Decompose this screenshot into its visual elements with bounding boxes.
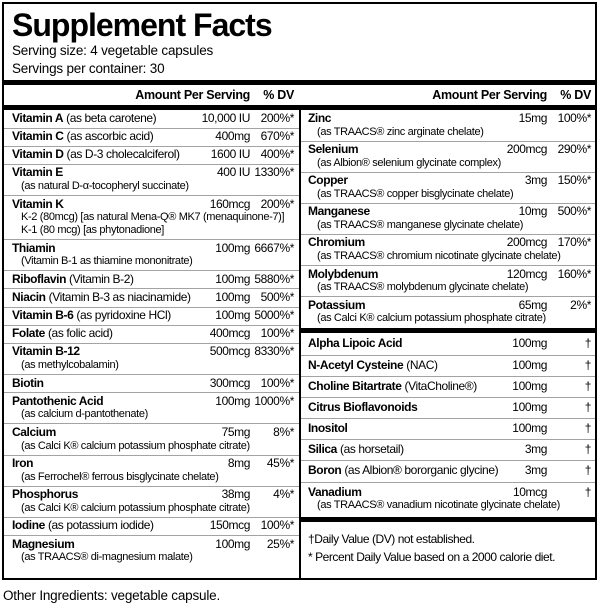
percent-dv-header: % DV xyxy=(263,88,294,103)
nutrient-source: (as Calci K® calcium potassium phosphate citrate) xyxy=(21,439,250,452)
nutrient-name: Biotin xyxy=(12,375,44,390)
nutrient-descriptor: (as folic acid) xyxy=(47,326,113,341)
nutrient-main-line xyxy=(308,443,591,457)
nutrient-main-line xyxy=(308,143,591,157)
nutrient-source: (as Ferrochel® ferrous bisglycinate chelate) xyxy=(21,470,219,483)
nutrient-amount: 100mg xyxy=(512,421,547,436)
nutrient-main-line xyxy=(12,166,294,180)
nutrient-name: Chromium xyxy=(308,235,365,250)
nutrient-main-line xyxy=(12,327,294,341)
nutrient-dv: 5000%* xyxy=(254,308,294,323)
left-nutrient-column xyxy=(4,110,299,578)
nutrient-row xyxy=(4,288,299,306)
nutrient-main-line xyxy=(12,148,294,162)
nutrient-name: Calcium xyxy=(12,424,56,439)
nutrient-row xyxy=(4,128,299,146)
nutrient-dv: 200%* xyxy=(260,110,294,125)
nutrient-dv: 200%* xyxy=(260,196,294,211)
nutrient-dv: 670%* xyxy=(260,129,294,144)
nutrient-main-line xyxy=(308,401,591,415)
nutrient-main-line xyxy=(12,488,294,502)
nutrient-main-line xyxy=(308,174,591,188)
nutrient-amount: 150mcg xyxy=(209,518,250,533)
nutrient-name: Niacin xyxy=(12,289,46,304)
nutrient-name: Vitamin K xyxy=(12,196,64,211)
nutrient-row xyxy=(301,234,595,265)
nutrient-dv: 100%* xyxy=(260,375,294,390)
nutrient-dv: 100%* xyxy=(260,326,294,341)
nutrient-dv: 150%* xyxy=(557,173,591,188)
nutrient-dv: 500%* xyxy=(557,204,591,219)
nutrient-amount: 300mcg xyxy=(209,375,250,390)
right-column-header xyxy=(301,88,595,102)
nutrient-dv: 5880%* xyxy=(254,271,294,286)
nutrient-amount: 8mg xyxy=(227,456,250,471)
nutrient-dv: † xyxy=(584,421,591,436)
nutrient-amount: 200mcg xyxy=(506,235,547,250)
nutrient-name: Riboflavin xyxy=(12,271,67,286)
nutrient-amount: 3mg xyxy=(524,463,547,478)
nutrient-amount: 38mg xyxy=(221,487,250,502)
nutrient-descriptor: (as horsetail) xyxy=(339,442,404,457)
nutrient-amount: 100mg xyxy=(215,289,250,304)
nutrient-name: Vitamin E xyxy=(12,165,63,180)
nutrient-descriptor: (VitaCholine®) xyxy=(404,378,477,393)
nutrient-amount: 100mg xyxy=(215,393,250,408)
thick-rule-footnotes xyxy=(301,517,595,522)
nutrient-dv: † xyxy=(584,378,591,393)
left-column-header xyxy=(4,88,299,102)
nutrient-row xyxy=(301,334,595,354)
nutrient-main-line xyxy=(12,426,294,440)
nutrient-descriptor: (as ascorbic acid) xyxy=(66,129,154,144)
nutrient-main-line xyxy=(12,130,294,144)
nutrient-name: Silica xyxy=(308,442,337,457)
nutrient-dv: † xyxy=(584,442,591,457)
nutrient-dv: 2%* xyxy=(570,297,591,312)
percent-dv-header: % DV xyxy=(560,88,591,103)
nutrient-row xyxy=(4,455,299,486)
panel-header xyxy=(4,4,595,80)
nutrient-main-line xyxy=(12,198,294,212)
nutrient-row xyxy=(301,460,595,481)
serving-size-line: Serving size: 4 vegetable capsules xyxy=(12,43,214,58)
nutrient-name: Boron xyxy=(308,463,342,478)
nutrient-name: Vitamin B-6 xyxy=(12,308,74,323)
servings-per-container-line: Servings per container: 30 xyxy=(12,61,165,77)
column-headers-row xyxy=(4,85,595,105)
nutrient-amount: 100mg xyxy=(512,357,547,372)
nutrient-row xyxy=(301,482,595,516)
nutrient-main-line xyxy=(308,486,591,500)
nutrient-dv: 160%* xyxy=(557,266,591,281)
nutrient-source: K-2 (80mcg) [as natural Mena-Q® MK7 (menaquinone-7)] xyxy=(21,211,285,224)
nutrient-main-line xyxy=(12,242,294,256)
nutrient-dv: 4%* xyxy=(273,487,294,502)
nutrient-row xyxy=(4,486,299,517)
nutrient-main-line xyxy=(12,273,294,287)
nutrient-name: Copper xyxy=(308,173,348,188)
nutrient-dv: 400%* xyxy=(260,147,294,162)
nutrient-main-line xyxy=(12,377,294,391)
right-nutrient-column xyxy=(301,110,595,578)
nutrient-main-line xyxy=(308,359,591,373)
nutrient-source: (as TRAACS® copper bisglycinate chelate) xyxy=(317,187,514,200)
nutrient-dv: † xyxy=(584,399,591,414)
thick-rule-section-break xyxy=(301,328,595,333)
nutrient-descriptor: (Vitamin B-2) xyxy=(69,271,134,286)
nutrient-main-line xyxy=(308,299,591,313)
nutrient-name: Alpha Lipoic Acid xyxy=(308,336,403,351)
nutrient-amount: 100mg xyxy=(215,308,250,323)
nutrient-name: Vanadium xyxy=(308,484,362,499)
nutrient-main-line xyxy=(12,309,294,323)
nutrient-source: (as TRAACS® manganese glycinate chelate) xyxy=(317,218,524,231)
nutrient-source: (as TRAACS® molybdenum glycinate chelate) xyxy=(317,281,529,294)
nutrient-dv: 6667%* xyxy=(254,240,294,255)
nutrient-row xyxy=(4,325,299,343)
nutrient-row xyxy=(301,296,595,327)
nutrient-source: (as TRAACS® chromium nicotinate glycinate chelate) xyxy=(317,250,561,263)
nutrient-main-line xyxy=(308,268,591,282)
nutrient-source: (as calcium d-pantothenate) xyxy=(21,408,148,421)
nutrient-row xyxy=(301,439,595,460)
nutrient-amount: 3mg xyxy=(524,173,547,188)
nutrient-row xyxy=(4,307,299,325)
nutrient-row xyxy=(4,270,299,288)
nutrient-name: Iron xyxy=(12,456,34,471)
nutrient-main-line xyxy=(12,112,294,126)
nutrient-amount: 120mcg xyxy=(506,266,547,281)
nutrient-name: Vitamin B-12 xyxy=(12,344,80,359)
nutrient-main-line xyxy=(308,205,591,219)
nutrient-name: Vitamin C xyxy=(12,129,64,144)
nutrient-name: Choline Bitartrate xyxy=(308,378,402,393)
nutrient-columns xyxy=(4,110,595,578)
footnotes xyxy=(301,523,595,567)
nutrient-row xyxy=(4,535,299,566)
nutrient-row xyxy=(301,376,595,397)
supplement-facts-panel xyxy=(2,2,597,580)
nutrient-amount: 400mcg xyxy=(209,326,250,341)
nutrient-source: (as Calci K® calcium potassium phosphate citrate) xyxy=(317,312,546,325)
nutrient-name: Magnesium xyxy=(12,536,75,551)
nutrient-source: (as Calci K® calcium potassium phosphate citrate) xyxy=(21,501,250,514)
nutrient-row xyxy=(4,195,299,239)
nutrient-row xyxy=(4,164,299,195)
nutrient-main-line xyxy=(308,380,591,394)
nutrient-dv: 170%* xyxy=(557,235,591,250)
nutrient-descriptor: (as potassium iodide) xyxy=(47,518,154,533)
nutrient-source: (as TRAACS® di-magnesium malate) xyxy=(21,551,193,564)
nutrient-amount: 200mcg xyxy=(506,142,547,157)
nutrient-main-line xyxy=(308,236,591,250)
nutrient-dv: † xyxy=(584,463,591,478)
nutrient-main-line xyxy=(308,112,591,126)
nutrient-dv: 25%* xyxy=(266,536,294,551)
nutrient-descriptor: (NAC) xyxy=(406,357,438,372)
nutrient-amount: 15mg xyxy=(518,110,547,125)
nutrient-row xyxy=(4,392,299,423)
nutrient-amount: 400 IU xyxy=(217,165,250,180)
nutrient-main-line xyxy=(12,395,294,409)
other-ingredients-line: Other Ingredients: vegetable capsule. xyxy=(3,588,220,603)
nutrient-dv: † xyxy=(584,336,591,351)
nutrient-descriptor: (as Albion® bororganic glycine) xyxy=(344,463,499,478)
nutrient-row xyxy=(301,203,595,234)
nutrient-name: Potassium xyxy=(308,297,366,312)
nutrient-name: Thiamin xyxy=(12,240,56,255)
nutrient-amount: 1600 IU xyxy=(210,147,250,162)
footnote-asterisk: * Percent Daily Value based on a 2000 calorie diet. xyxy=(308,550,555,565)
nutrient-source: (Vitamin B-1 as thiamine mononitrate) xyxy=(21,255,193,268)
nutrient-row xyxy=(4,517,299,535)
nutrient-descriptor: (as beta carotene) xyxy=(66,110,157,125)
nutrient-amount: 3mg xyxy=(524,442,547,457)
nutrient-main-line xyxy=(12,457,294,471)
nutrient-amount: 10mcg xyxy=(512,484,547,499)
nutrient-row xyxy=(301,141,595,172)
minerals-section xyxy=(301,110,595,327)
nutrient-name: Phosphorus xyxy=(12,487,79,502)
nutrient-amount: 400mg xyxy=(215,129,250,144)
nutrient-main-line xyxy=(308,464,591,478)
nutrient-main-line xyxy=(12,538,294,552)
nutrient-source: (as natural D-α-tocopheryl succinate) xyxy=(21,180,189,193)
nutrient-dv: 1330%* xyxy=(254,165,294,180)
nutrient-name: Pantothenic Acid xyxy=(12,393,104,408)
nutrient-row xyxy=(301,265,595,296)
nutrient-amount: 100mg xyxy=(215,271,250,286)
nutrient-source: K-1 (80 mcg) [as phytonadione] xyxy=(21,224,164,237)
nutrient-amount: 100mg xyxy=(512,399,547,414)
nutrient-name: Citrus Bioflavonoids xyxy=(308,399,418,414)
nutrient-amount: 100mg xyxy=(215,240,250,255)
nutrient-amount: 500mcg xyxy=(209,344,250,359)
nutrient-dv: 8%* xyxy=(273,424,294,439)
nutrient-main-line xyxy=(12,519,294,533)
nutrient-dv: 290%* xyxy=(557,142,591,157)
nutrient-amount: 100mg xyxy=(215,536,250,551)
nutrient-row xyxy=(301,172,595,203)
nutrient-row xyxy=(4,239,299,270)
nutrient-row xyxy=(4,146,299,164)
nutrient-dv: 100%* xyxy=(557,110,591,125)
nutrient-amount: 100mg xyxy=(512,336,547,351)
nutrient-main-line xyxy=(308,337,591,351)
nutrient-row xyxy=(4,374,299,392)
nutrient-dv: 100%* xyxy=(260,518,294,533)
amount-per-serving-header: Amount Per Serving xyxy=(432,88,547,103)
nutrient-name: Selenium xyxy=(308,142,359,157)
nutrient-dv: † xyxy=(584,484,591,499)
nutrient-row xyxy=(4,110,299,127)
nutrient-source: (as TRAACS® vanadium nicotinate glycinate chelate) xyxy=(317,499,560,512)
nutrient-name: Zinc xyxy=(308,110,332,125)
nutrient-descriptor: (Vitamin B-3 as niacinamide) xyxy=(48,289,191,304)
nutrient-name: Vitamin D xyxy=(12,147,64,162)
nutrient-name: Inositol xyxy=(308,421,348,436)
nutrient-amount: 75mg xyxy=(221,424,250,439)
footnote-dagger: †Daily Value (DV) not established. xyxy=(308,531,475,546)
nutrient-descriptor: (as D-3 cholecalciferol) xyxy=(66,147,180,162)
nutrient-dv: 1000%* xyxy=(254,393,294,408)
nutrient-descriptor: (as pyridoxine HCl) xyxy=(76,308,171,323)
nutrient-row xyxy=(301,355,595,376)
nutrient-source: (as TRAACS® zinc arginate chelate) xyxy=(317,125,484,138)
nutrient-row xyxy=(301,110,595,140)
nutrient-row xyxy=(301,397,595,418)
nutrient-dv: 500%* xyxy=(260,289,294,304)
nutrient-amount: 65mg xyxy=(518,297,547,312)
nutrient-main-line xyxy=(12,291,294,305)
nutrient-dv: 45%* xyxy=(266,456,294,471)
nutrient-dv: † xyxy=(584,357,591,372)
nutrient-row xyxy=(4,343,299,374)
nutrient-amount: 10,000 IU xyxy=(201,110,250,125)
other-nutrients-section xyxy=(301,334,595,515)
nutrient-name: Molybdenum xyxy=(308,266,378,281)
nutrient-source: (as Albion® selenium glycinate complex) xyxy=(317,156,501,169)
nutrient-amount: 10mg xyxy=(518,204,547,219)
nutrient-row xyxy=(4,423,299,454)
nutrient-row xyxy=(301,418,595,439)
nutrient-amount: 160mcg xyxy=(209,196,250,211)
nutrient-amount: 100mg xyxy=(512,378,547,393)
nutrient-main-line xyxy=(308,422,591,436)
nutrient-dv: 8330%* xyxy=(254,344,294,359)
nutrient-name: N-Acetyl Cysteine xyxy=(308,357,404,372)
nutrient-main-line xyxy=(12,345,294,359)
nutrient-source: (as methylcobalamin) xyxy=(21,359,119,372)
nutrient-name: Manganese xyxy=(308,204,370,219)
nutrient-name: Iodine xyxy=(12,518,45,533)
nutrient-name: Vitamin A xyxy=(12,110,64,125)
nutrient-name: Folate xyxy=(12,326,45,341)
panel-title: Supplement Facts xyxy=(12,7,272,43)
amount-per-serving-header: Amount Per Serving xyxy=(135,88,250,103)
